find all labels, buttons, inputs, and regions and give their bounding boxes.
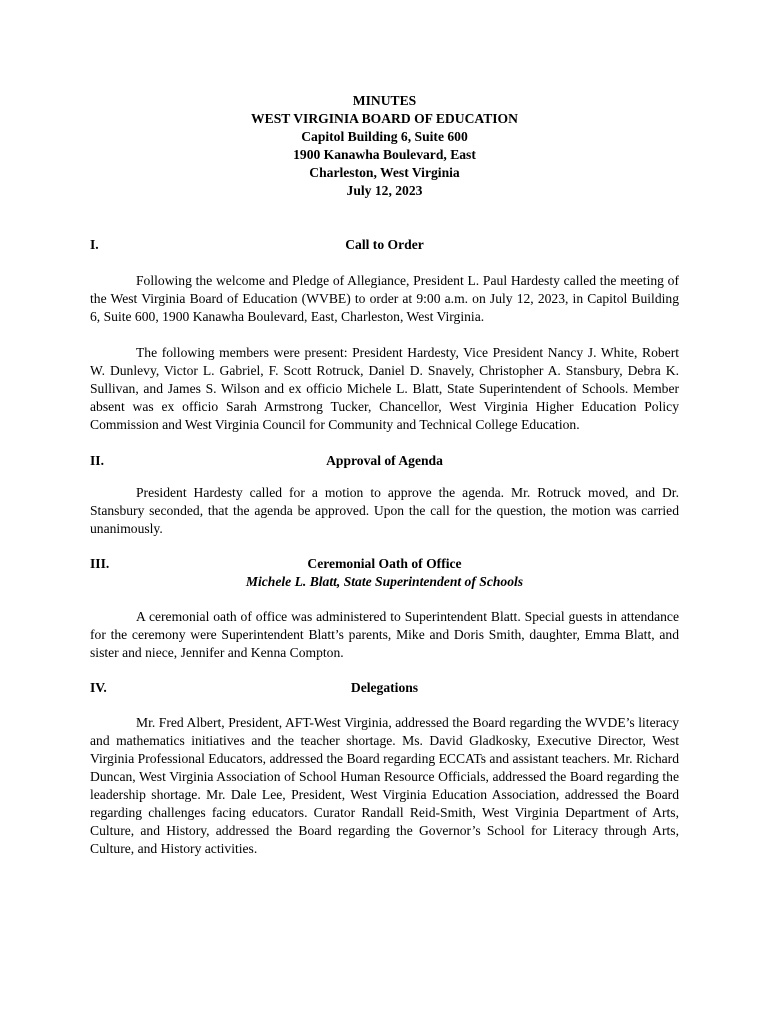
section-number: II. — [90, 453, 104, 468]
section-number: I. — [90, 237, 99, 252]
header-title: MINUTES — [352, 93, 417, 108]
section-subtitle: Michele L. Blatt, State Superintendent of Schools — [245, 574, 524, 589]
paragraph: Mr. Fred Albert, President, AFT-West Virginia, addressed the Board regarding the WVDE’s literacy and mathematics initiatives and the teacher shortage. Ms. David Gladkosky, Executive Director, West Virginia Professional Educators, addressed the Board regarding ECCATs and assistant teachers. Mr. Richard Duncan, West Virginia Association of School Human Resource Officials, addressed the Board regarding the leadership shortage. Mr. Dale Lee, President, West Virginia Education Association, addressed the Board regarding challenges facing educators. Curator Randall Reid-Smith, West Virginia Department of Arts, Culture, and History, addressed the Board regarding the Governor’s School for Literacy through Arts, Culture, and History activities. — [90, 715, 679, 856]
paragraph: Following the welcome and Pledge of Allegiance, President L. Paul Hardesty called the meeting of the West Virginia Board of Education (WVBE) to order at 9:00 a.m. on July 12, 2023, in Capitol Building 6, Suite 600, 1900 Kanawha Boulevard, East, Charleston, West Virginia. — [90, 273, 679, 324]
section-heading — [90, 555, 679, 573]
header-street: 1900 Kanawha Boulevard, East — [293, 147, 476, 162]
section-delegations — [90, 679, 679, 858]
header-organization: WEST VIRGINIA BOARD OF EDUCATION — [251, 111, 518, 126]
paragraph: A ceremonial oath of office was administered to Superintendent Blatt. Special guests in attendance for the ceremony were Superintendent Blatt’s parents, Mike and Doris Smith, daughter, Emma Blatt, and sister and niece, Jennifer and Kenna Compton. — [90, 609, 679, 660]
section-title: Delegations — [350, 680, 419, 695]
section-title: Call to Order — [345, 237, 424, 252]
paragraph: President Hardesty called for a motion to approve the agenda. Mr. Rotruck moved, and Dr. Stansbury seconded, that the agenda be approved. Upon the call for the question, the motion was carried unanimously. — [90, 485, 679, 536]
section-title: Ceremonial Oath of Office — [307, 556, 462, 571]
section-call-to-order — [90, 236, 679, 434]
section-heading — [90, 679, 679, 697]
header-city: Charleston, West Virginia — [309, 165, 460, 180]
header-building: Capitol Building 6, Suite 600 — [301, 129, 468, 144]
section-heading — [90, 236, 679, 254]
section-number: IV. — [90, 680, 107, 695]
section-title: Approval of Agenda — [326, 453, 443, 468]
section-approval-of-agenda — [90, 452, 679, 538]
section-number: III. — [90, 556, 110, 571]
section-ceremonial-oath — [90, 555, 679, 662]
document-page — [90, 92, 679, 858]
section-heading — [90, 452, 679, 470]
header-date: July 12, 2023 — [346, 183, 423, 198]
paragraph: The following members were present: President Hardesty, Vice President Nancy J. White, Robert W. Dunlevy, Victor L. Gabriel, F. Scott Rotruck, Daniel D. Snavely, Christopher A. Stansbury, Debra K. Sullivan, and James S. Wilson and ex officio Michele L. Blatt, State Superintendent of Schools. Member absent was ex officio Sarah Armstrong Tucker, Chancellor, West Virginia Higher Education Policy Commission and West Virginia Council for Community and Technical College Education. — [90, 345, 679, 432]
document-header — [90, 92, 679, 200]
